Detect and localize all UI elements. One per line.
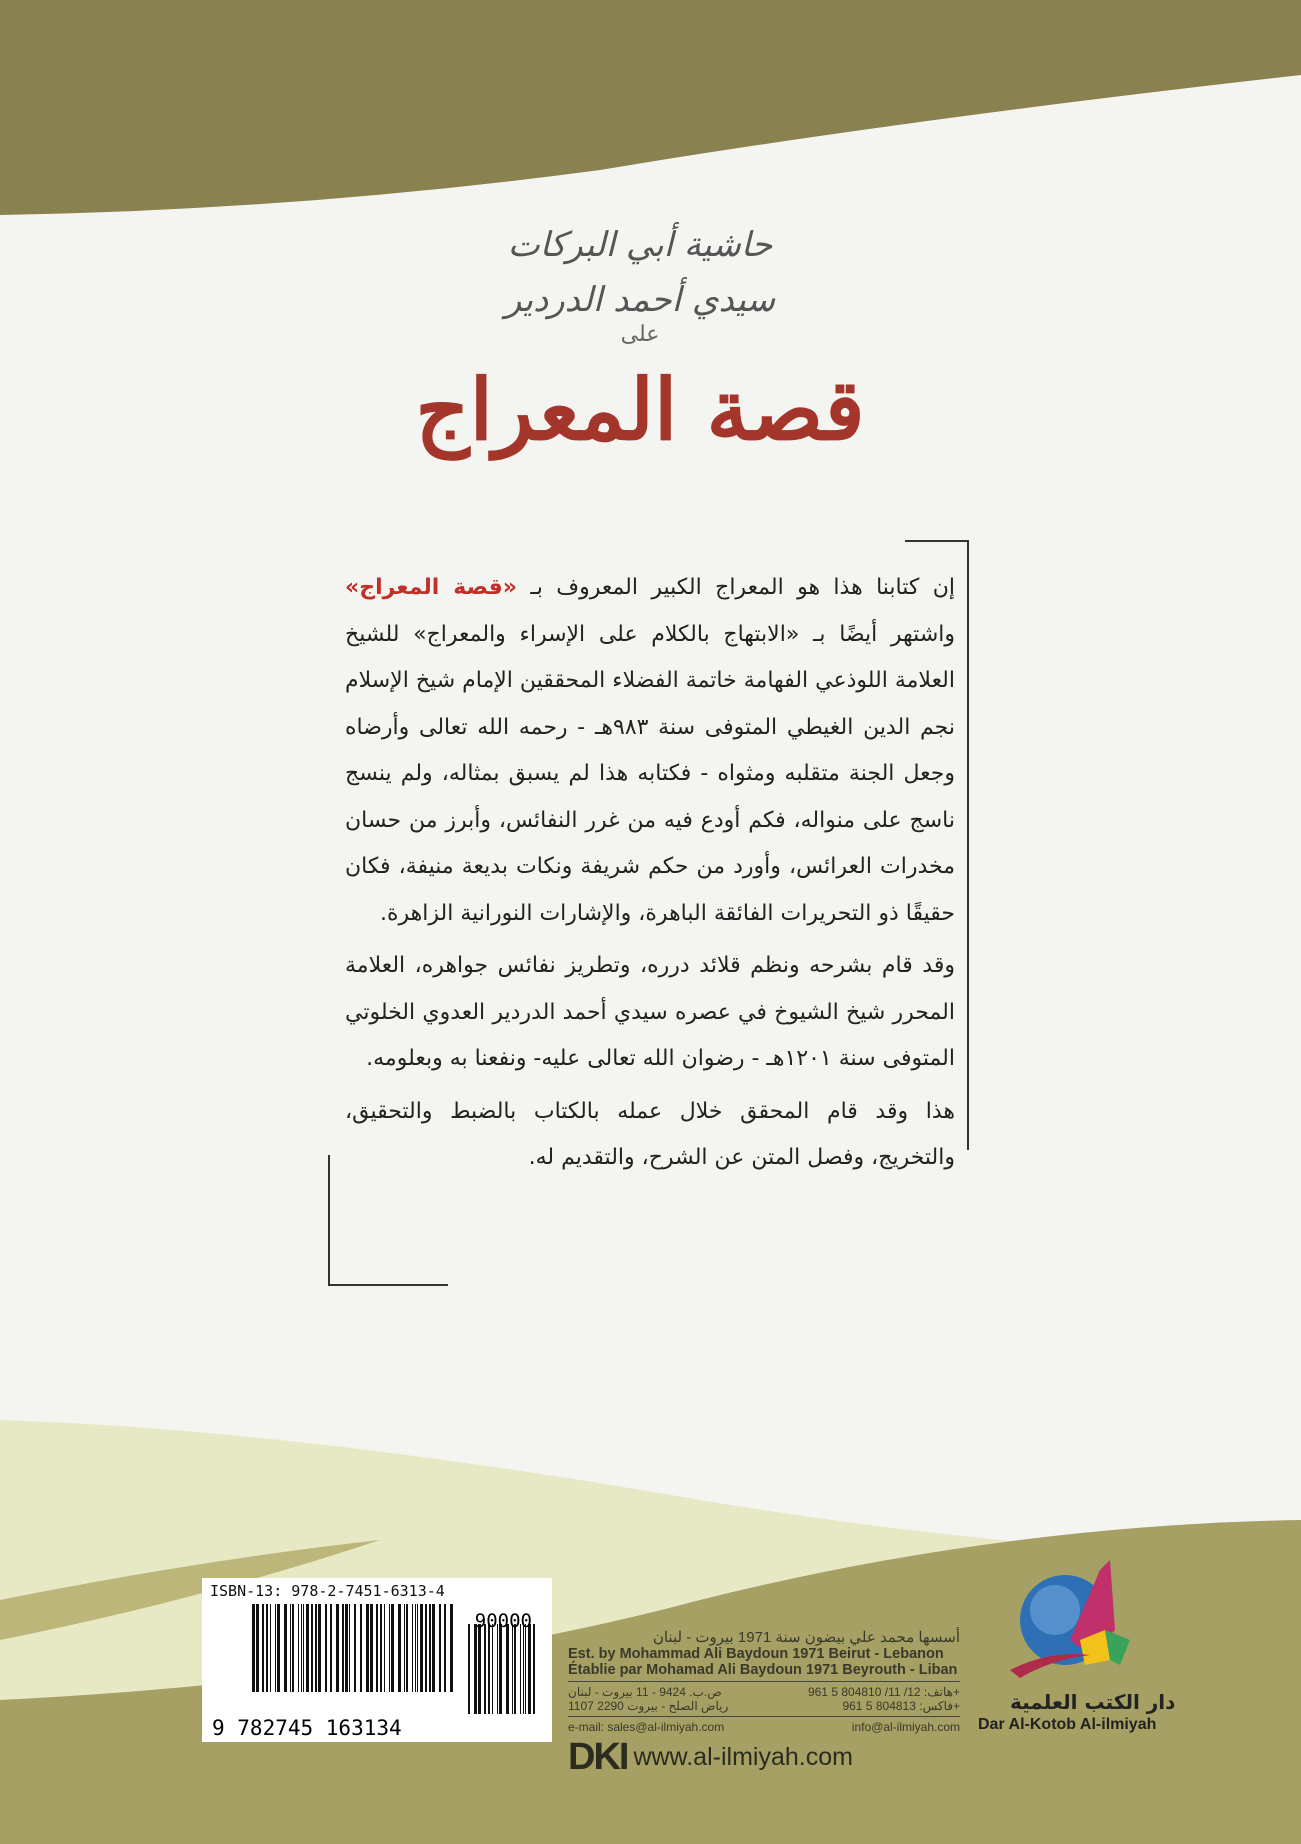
barcode-bar <box>366 1604 369 1692</box>
bracket-top <box>905 540 968 542</box>
barcode-bar <box>256 1604 259 1692</box>
barcode-bar <box>342 1604 344 1692</box>
barcode-bar <box>360 1604 362 1692</box>
barcode-bar <box>380 1604 382 1692</box>
barcode-bar <box>468 1624 470 1714</box>
email-sales: e-mail: sales@al-ilmiyah.com <box>568 1720 725 1734</box>
website: www.al-ilmiyah.com <box>633 1743 853 1771</box>
est-french: Établie par Mohamad Ali Baydoun 1971 Beyrouth - Liban <box>568 1662 958 1678</box>
barcode-addon: 90000 <box>474 1610 532 1632</box>
po-box: ص.ب. 9424 - 11 بيروت - لبنان <box>568 1685 722 1699</box>
paragraph-1-rest: واشتهر أيضًا بـ «الابتهاج بالكلام على الإسراء والمعراج» للشيخ العلامة اللوذعي الفهامة خاتمة الفضلاء المحققين الإمام شيخ الإسلام نجم الدين الغيطي المتوفى سنة ٩٨٣هـ - رحمه الله تعالى وأرضاه وجعل الجنة متقلبه ومثواه - فكتابه هذا لم يسبق بمثاله، ولم ينسج ناسج على منواله، فكم أودع فيه من غرر النفائس، وأبرز من حسان مخدرات العرائس، وأورد من حكم شريفة ونكات بديعة منيفة، فكان حقيقًا ذو التحريرات الفائقة الباهرة، والإشارات النورانية الزاهرة. <box>345 621 955 926</box>
barcode-bar <box>520 1624 521 1714</box>
barcode-bar <box>266 1604 268 1692</box>
barcode-bar <box>488 1624 490 1714</box>
barcode-bar <box>306 1604 309 1692</box>
barcode-bar <box>425 1604 427 1692</box>
paragraph-1-highlight: «قصة المعراج» <box>345 575 517 600</box>
title-line-2: سيدي أحمد الدردير <box>504 280 776 320</box>
barcode-bar <box>292 1604 294 1692</box>
est-english: Est. by Mohammad Ali Baydoun 1971 Beirut - Lebanon <box>568 1646 944 1662</box>
barcode-bar <box>277 1604 280 1692</box>
publisher-info <box>568 1628 960 1779</box>
email-info: info@al-ilmiyah.com <box>851 1720 960 1734</box>
barcode-bar <box>474 1624 477 1714</box>
barcode-bar <box>325 1604 327 1692</box>
barcode-bar <box>420 1604 423 1692</box>
barcode-bar <box>384 1604 385 1692</box>
email-row <box>568 1716 960 1734</box>
barcode-bar <box>429 1604 431 1692</box>
phone: هاتف: 12/ 11/ 804810 5 961+ <box>807 1685 960 1699</box>
barcode-bar <box>336 1604 339 1692</box>
barcode-bar <box>298 1604 299 1692</box>
fax: فاكس: 804813 5 961+ <box>842 1699 960 1713</box>
barcode-bar <box>450 1604 453 1692</box>
barcode-bar <box>284 1604 287 1692</box>
barcode-bar <box>478 1624 481 1714</box>
barcode-bar <box>303 1604 304 1692</box>
publisher-name-english: Dar Al-Kotob Al-ilmiyah <box>978 1716 1157 1733</box>
barcode-bar <box>512 1624 513 1714</box>
barcode-bar <box>262 1604 264 1692</box>
barcode-bar <box>432 1604 435 1692</box>
bracket-right <box>967 540 969 1150</box>
paragraph-1-lead: إن كتابنا هذا هو المعراج الكبير المعروف بـ <box>516 575 955 600</box>
barcode-bar <box>389 1604 390 1692</box>
barcode-bar <box>497 1624 498 1714</box>
postal: رياض الصلح - بيروت 2290 1107 <box>568 1699 729 1713</box>
dki-logo: DKI <box>568 1736 628 1778</box>
barcode-bar <box>311 1604 313 1692</box>
publisher-globe-logo <box>1010 1560 1140 1680</box>
bracket-left <box>328 1155 330 1285</box>
barcode-digits: 9 782745 163134 <box>212 1716 402 1740</box>
barcode-bar <box>417 1604 418 1692</box>
barcode-bar <box>444 1604 446 1692</box>
barcode-bar <box>270 1604 271 1692</box>
barcode-bar <box>525 1624 526 1714</box>
barcode-bar <box>398 1604 401 1692</box>
barcode-bar <box>439 1604 441 1692</box>
barcode-bar <box>318 1604 321 1692</box>
bracket-bottom <box>328 1284 448 1286</box>
paragraph-2: وقد قام بشرحه ونظم قلائد درره، وتطريز نفائس جواهره، العلامة المحرر شيخ الشيوخ في عصره سيدي أحمد الدردير العدوي الخلوتي المتوفى سنة ١٢٠١هـ - رضوان الله تعالى عليه- ونفعنا به وبعلومه. <box>345 953 955 1071</box>
barcode-bar <box>376 1604 378 1692</box>
barcode-bar <box>415 1604 416 1692</box>
barcode-bar <box>370 1604 373 1692</box>
barcode-bar <box>330 1604 332 1692</box>
barcode-bar <box>301 1604 302 1692</box>
main-title: قصة المعراج <box>415 360 865 459</box>
address-row <box>568 1681 960 1713</box>
barcode-bar <box>523 1624 524 1714</box>
barcode-bar <box>492 1624 493 1714</box>
barcode-bar <box>506 1624 509 1714</box>
blurb <box>345 565 955 1188</box>
barcode-bar <box>499 1624 502 1714</box>
barcode-bar <box>345 1604 348 1692</box>
paragraph-3: هذا وقد قام المحقق خلال عمله بالكتاب بالضبط والتحقيق، والتخريج، وفصل المتن عن الشرح، والتقديم له. <box>345 1098 955 1170</box>
barcode-bar <box>290 1604 291 1692</box>
isbn: ISBN-13: 978-2-7451-6313-4 <box>210 1582 445 1600</box>
barcode <box>202 1578 552 1742</box>
paragraph-1 <box>345 565 955 937</box>
barcode-bar <box>484 1624 486 1714</box>
est-arabic: أسسها محمد علي بيضون سنة 1971 بيروت - لبنان <box>652 1629 960 1646</box>
publisher-name-arabic: دار الكتب العلمية <box>1010 1690 1176 1714</box>
barcode-bar <box>404 1604 405 1692</box>
barcode-bar <box>406 1604 408 1692</box>
top-band <box>0 0 1301 215</box>
barcode-bar <box>533 1624 535 1714</box>
barcode-bar <box>252 1604 255 1692</box>
website-row <box>568 1736 960 1779</box>
title-line-3: على <box>620 322 660 347</box>
barcode-bar <box>275 1604 276 1692</box>
barcode-bar <box>412 1604 413 1692</box>
barcode-bar <box>354 1604 356 1692</box>
barcode-bar <box>391 1604 394 1692</box>
barcode-bar <box>315 1604 317 1692</box>
title-line-1: حاشية أبي البركات <box>507 225 773 265</box>
barcode-bar <box>349 1604 350 1692</box>
barcode-bar <box>514 1624 516 1714</box>
barcode-bar <box>528 1624 531 1714</box>
